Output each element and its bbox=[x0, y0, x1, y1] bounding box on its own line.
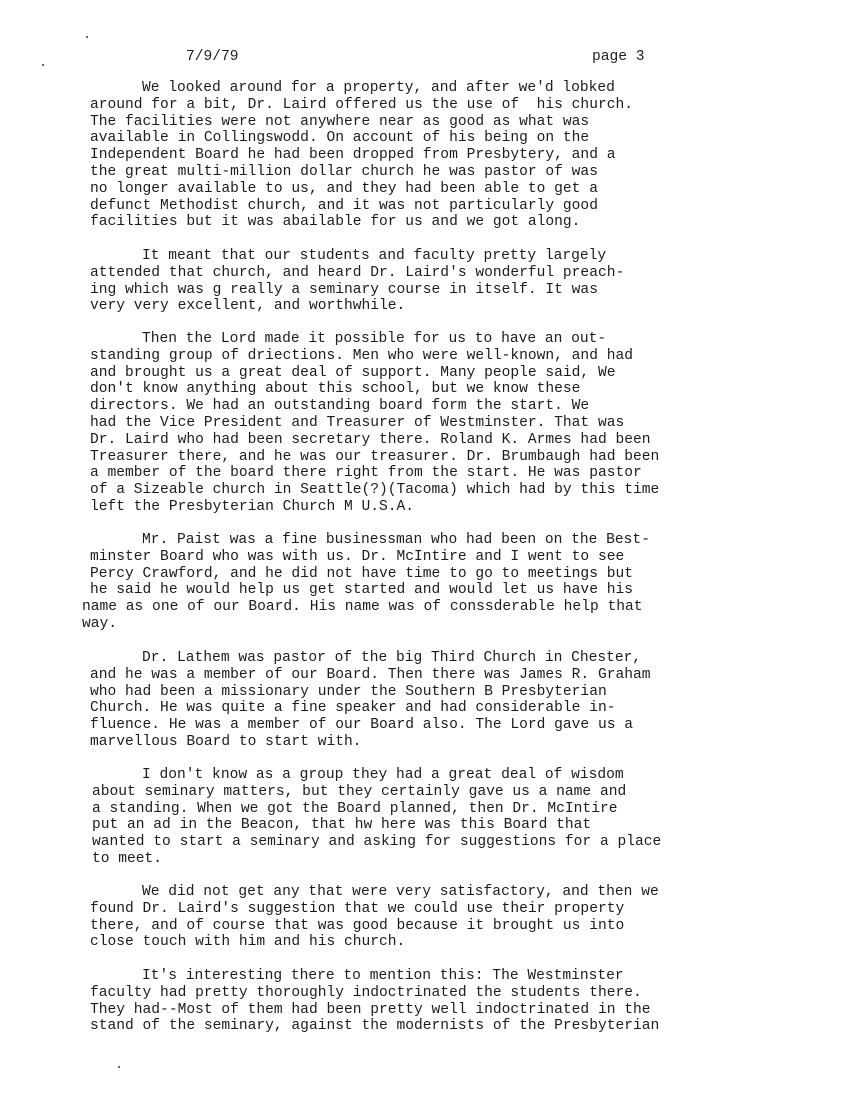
text-line: who had been a missionary under the Southern B Presbyterian bbox=[90, 683, 607, 700]
text-line: stand of the seminary, against the modernists of the Presbyterian bbox=[90, 1018, 660, 1035]
paragraph bbox=[92, 884, 832, 951]
text-line: Church. He was quite a fine speaker and had considerable in- bbox=[90, 700, 616, 717]
text-line: a standing. When we got the Board planned, then Dr. McIntire bbox=[92, 800, 618, 817]
paragraph bbox=[92, 767, 832, 868]
text-line: attended that church, and heard Dr. Laird's wonderful preach- bbox=[90, 264, 625, 281]
text-line: faculty had pretty thoroughly indoctrinated the students there. bbox=[90, 984, 642, 1001]
text-line: he said he would help us get started and would let us have his bbox=[90, 582, 633, 599]
text-line: available in Collingswodd. On account of his being on the bbox=[90, 130, 590, 147]
text-line: minster Board who was with us. Dr. McIntire and I went to see bbox=[90, 548, 625, 565]
text-line: Independent Board he had been dropped from Presbytery, and a bbox=[90, 147, 616, 164]
text-line: It meant that our students and faculty pretty largely bbox=[142, 248, 607, 264]
text-line: had the Vice President and Treasurer of Westminster. That was bbox=[90, 414, 625, 431]
paragraph bbox=[92, 80, 832, 231]
paper-speck bbox=[118, 1066, 120, 1068]
text-line: Percy Crawford, and he did not have time to go to meetings but bbox=[90, 565, 633, 582]
text-line: ing which was g really a seminary course in itself. It was bbox=[90, 281, 598, 298]
paper-speck bbox=[86, 36, 88, 38]
paragraph bbox=[92, 650, 832, 751]
text-line: Dr. Laird who had been secretary there. Roland K. Armes had been bbox=[90, 431, 651, 448]
text-line: close touch with him and his church. bbox=[90, 934, 406, 951]
text-line: of a Sizeable church in Seattle(?)(Tacoma) which had by this time bbox=[90, 482, 660, 499]
text-line: facilities but it was abailable for us and we got along. bbox=[90, 214, 581, 231]
text-line: directors. We had an outstanding board form the start. We bbox=[90, 398, 590, 415]
text-line: to meet. bbox=[92, 850, 163, 867]
text-line: marvellous Board to start with. bbox=[90, 733, 362, 750]
text-line: fluence. He was a member of our Board also. The Lord gave us a bbox=[90, 717, 633, 734]
page-number: page 3 bbox=[592, 49, 645, 65]
text-line: found Dr. Laird's suggestion that we could use their property bbox=[90, 900, 625, 917]
paragraph bbox=[82, 532, 832, 633]
page-date: 7/9/79 bbox=[186, 49, 239, 65]
paragraph bbox=[92, 248, 832, 315]
text-line: and brought us a great deal of support. Many people said, We bbox=[90, 364, 616, 381]
text-line: around for a bit, Dr. Laird offered us the use of his church. bbox=[90, 96, 633, 113]
text-line: and he was a member of our Board. Then there was James R. Graham bbox=[90, 666, 651, 683]
text-line: wanted to start a seminary and asking for suggestions for a place bbox=[92, 834, 662, 851]
text-line: way. bbox=[82, 615, 118, 632]
text-line: defunct Methodist church, and it was not particularly good bbox=[90, 197, 598, 214]
text-line: Treasurer there, and he was our treasurer. Dr. Brumbaugh had been bbox=[90, 448, 660, 465]
text-line: Then the Lord made it possible for us to have an out- bbox=[142, 331, 607, 347]
text-line: I don't know as a group they had a great deal of wisdom bbox=[142, 767, 624, 783]
text-line: about seminary matters, but they certainly gave us a name and bbox=[92, 783, 627, 800]
text-line: no longer available to us, and they had been able to get a bbox=[90, 180, 598, 197]
text-line: name as one of our Board. His name was of conssderable help that bbox=[82, 599, 643, 616]
text-line: Mr. Paist was a fine businessman who had been on the Best- bbox=[142, 532, 650, 548]
text-line: very very excellent, and worthwhile. bbox=[90, 298, 406, 315]
text-line: a member of the board there right from the start. He was pastor bbox=[90, 465, 642, 482]
text-line: don't know anything about this school, but we know these bbox=[90, 381, 581, 398]
text-line: The facilities were not anywhere near as good as what was bbox=[90, 113, 590, 130]
paper-speck bbox=[42, 64, 44, 66]
text-line: We looked around for a property, and after we'd lobked bbox=[142, 80, 615, 96]
text-line: the great multi-million dollar church he was pastor of was bbox=[90, 163, 598, 180]
paragraph bbox=[92, 968, 832, 1035]
text-line: They had--Most of them had been pretty well indoctrinated in the bbox=[90, 1001, 651, 1018]
text-line: It's interesting there to mention this: The Westminster bbox=[142, 968, 624, 984]
text-line: We did not get any that were very satisfactory, and then we bbox=[142, 884, 659, 900]
paragraph bbox=[92, 331, 832, 516]
text-line: there, and of course that was good because it brought us into bbox=[90, 917, 625, 934]
text-line: Dr. Lathem was pastor of the big Third Church in Chester, bbox=[142, 650, 642, 666]
text-line: put an ad in the Beacon, that hw here was this Board that bbox=[92, 817, 592, 834]
text-line: standing group of driections. Men who were well-known, and had bbox=[90, 347, 633, 364]
text-line: left the Presbyterian Church M U.S.A. bbox=[90, 498, 415, 515]
